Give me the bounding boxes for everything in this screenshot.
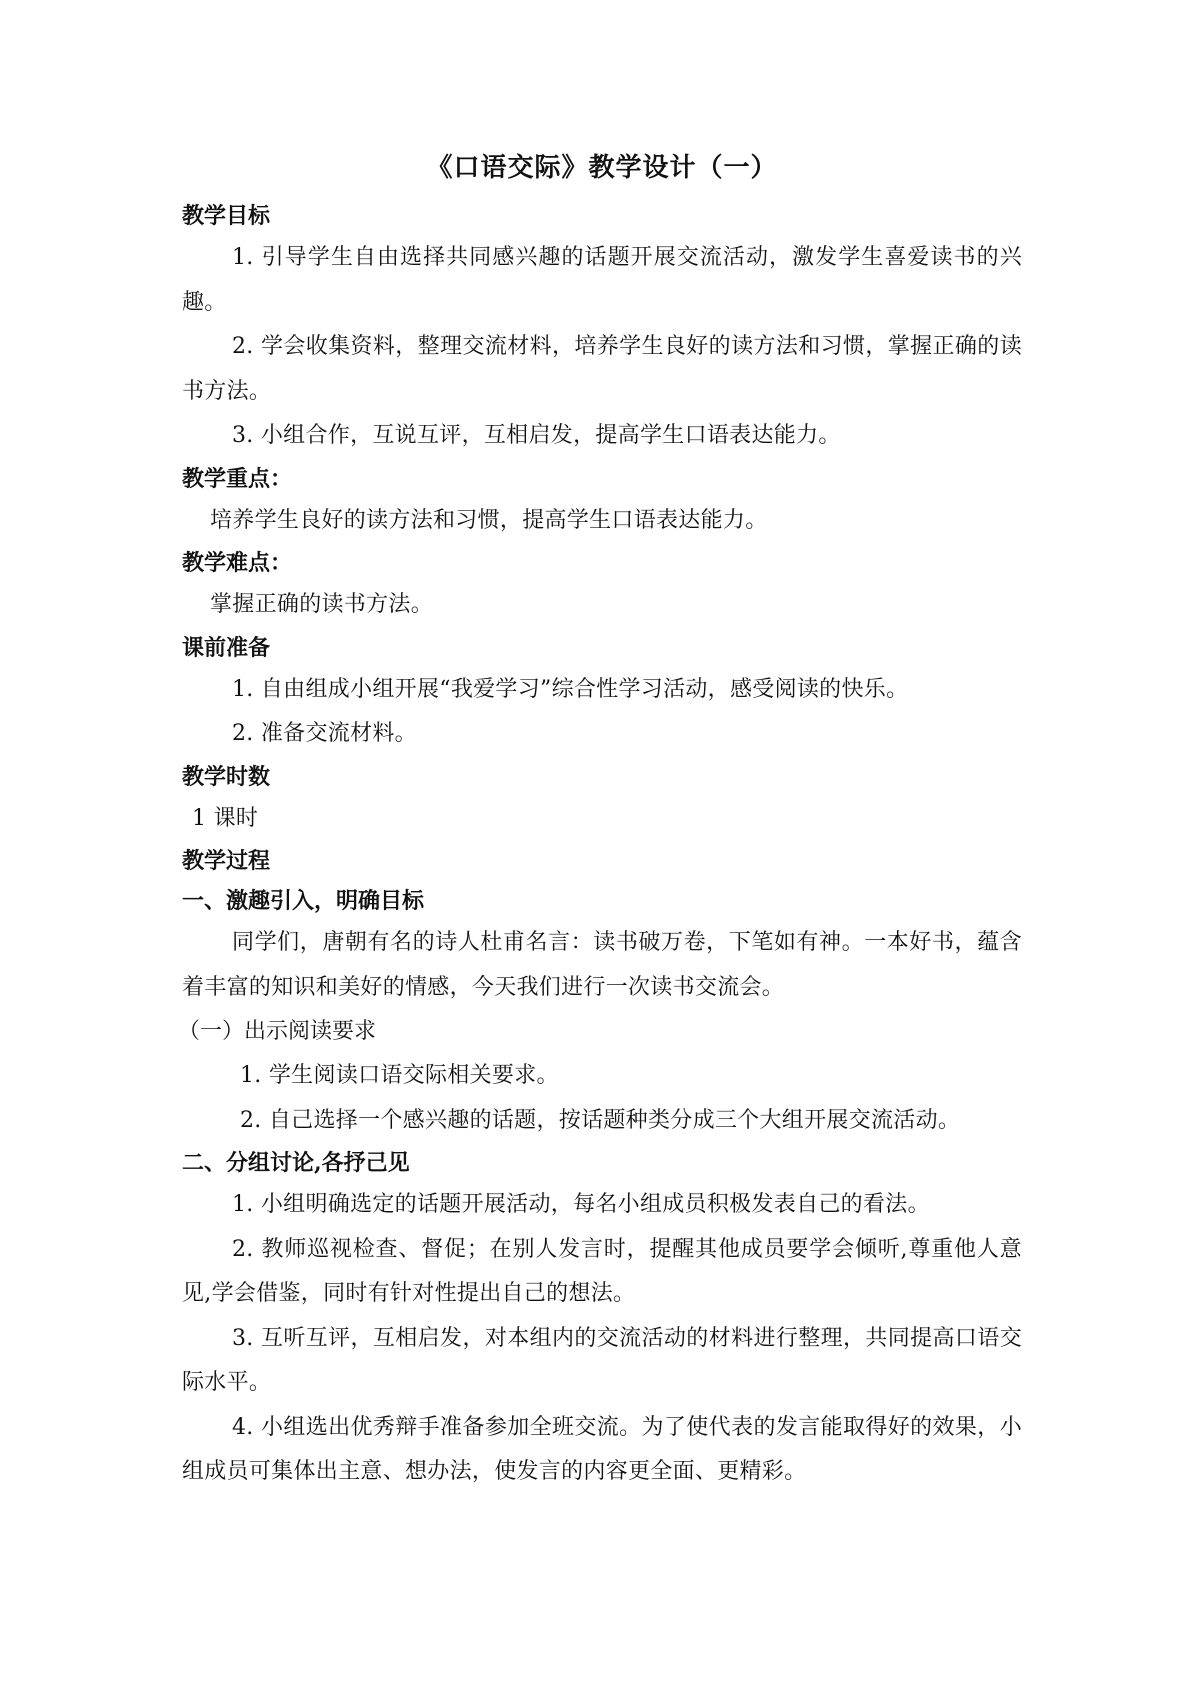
goal-item: 2. 学会收集资料，整理交流材料，培养学生良好的读方法和习惯，掌握正确的读书方法。 xyxy=(182,334,1022,404)
goal-item: 1. 引导学生自由选择共同感兴趣的话题开展交流活动，激发学生喜爱读书的兴趣。 xyxy=(182,245,1022,315)
heading-part2: 二、分组讨论,各抒己见 xyxy=(182,1150,410,1176)
heading-hours: 教学时数 xyxy=(182,763,271,790)
key-points-text: 培养学生良好的读方法和习惯，提高学生口语表达能力。 xyxy=(210,507,768,533)
part1-text: 同学们，唐朝有名的诗人杜甫名言：读书破万卷，下笔如有神。一本好书，蕴含着丰富的知识和美好的情感，今天我们进行一次读书交流会。 xyxy=(182,930,1022,1000)
heading-part1: 一、激趣引入，明确目标 xyxy=(182,888,425,914)
difficulties-text: 掌握正确的读书方法。 xyxy=(210,592,434,617)
heading-key-points: 教学重点： xyxy=(182,465,293,492)
part1-item: 1. 学生阅读口语交际相关要求。 xyxy=(240,1063,559,1088)
preparation-item: 2. 准备交流材料。 xyxy=(232,721,417,746)
part2-item: 2. 教师巡视检查、督促；在别人发言时，提醒其他成员要学会倾听,尊重他人意见,学会借鉴，同时有针对性提出自己的想法。 xyxy=(182,1236,1022,1306)
document-body xyxy=(178,150,1022,1495)
heading-goals: 教学目标 xyxy=(182,203,271,229)
part2-item: 1. 小组明确选定的话题开展活动，每名小组成员积极发表自己的看法。 xyxy=(232,1192,930,1217)
goal-item: 3. 小组合作，互说互评，互相启发，提高学生口语表达能力。 xyxy=(232,423,841,448)
part2-item: 4. 小组选出优秀辩手准备参加全班交流。为了使代表的发言能取得好的效果，小组成员可集体出主意、想办法，使发言的内容更全面、更精彩。 xyxy=(182,1414,1022,1484)
part2-item: 3. 互听互评，互相启发，对本组内的交流活动的材料进行整理，共同提高口语交际水平。 xyxy=(182,1325,1022,1395)
preparation-item: 1. 自由组成小组开展“我爱学习”综合性学习活动，感受阅读的快乐。 xyxy=(232,676,909,702)
document-title: 《口语交际》教学设计（一） xyxy=(426,153,778,183)
part1-sub-heading: （一）出示阅读要求 xyxy=(178,1019,377,1044)
hours-text: 1 课时 xyxy=(192,805,259,831)
part1-item: 2. 自己选择一个感兴趣的话题，按话题种类分成三个大组开展交流活动。 xyxy=(240,1107,961,1133)
heading-difficulties: 教学难点： xyxy=(182,550,293,576)
heading-process: 教学过程 xyxy=(182,848,271,874)
heading-preparation: 课前准备 xyxy=(182,634,271,661)
